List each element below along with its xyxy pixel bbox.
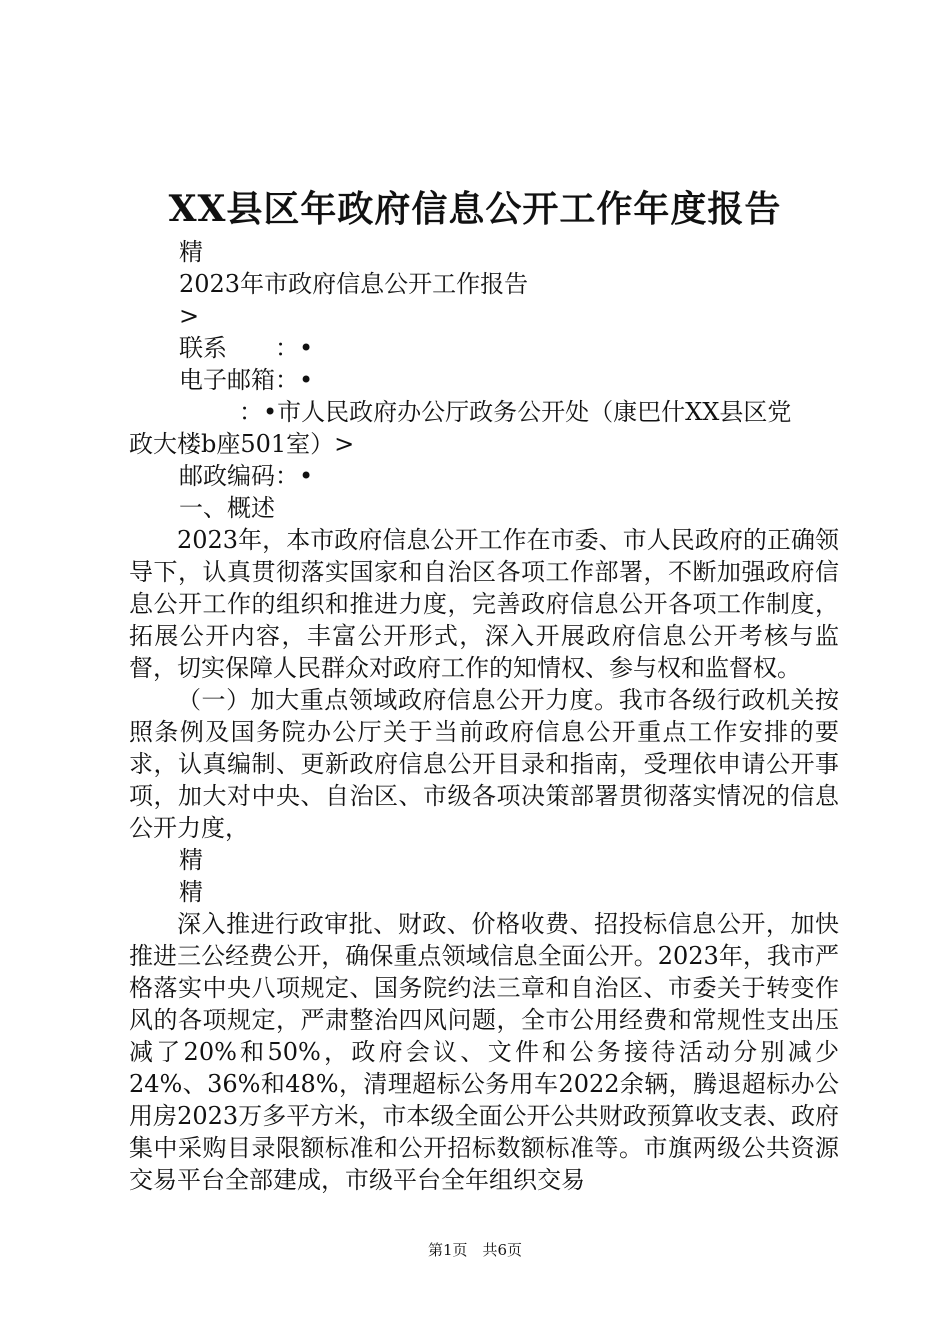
- address-line-2: 政大楼b座501室）>: [129, 430, 355, 458]
- email-line: 电子邮箱：•: [179, 366, 314, 394]
- report-subtitle: 2023年市政府信息公开工作报告: [179, 270, 529, 298]
- arrow-mark: >: [179, 302, 200, 330]
- paragraph-key-areas: （一）加大重点领域政府信息公开力度。我市各级行政机关按照条例及国务院办公厅关于当前政府信息公开重点工作安排的要求，认真编制、更新政府信息公开目录和指南，受理依申请公开事项，加大对中央、自治区、市级各项决策部署贯彻落实情况的信息公开力度，: [129, 686, 839, 842]
- paragraph-overview: 2023年，本市政府信息公开工作在市委、市人民政府的正确领导下，认真贯彻落实国家和自治区各项工作部署，不断加强政府信息公开工作的组织和推进力度，完善政府信息公开各项工作制度，拓展公开内容，丰富公开形式，深入开展政府信息公开考核与监督，切实保障人民群众对政府工作的知情权、参与权和监督权。: [129, 526, 839, 682]
- mark-jing-2: 精: [179, 846, 203, 874]
- address-line-1: ：•市人民政府办公厅政务公开处（康巴什XX县区党: [239, 398, 792, 426]
- mark-jing-3: 精: [179, 878, 203, 906]
- paragraph-approval: 深入推进行政审批、财政、价格收费、招投标信息公开，加快推进三公经费公开，确保重点领域信息全面公开。2023年，我市严格落实中央八项规定、国务院约法三章和自治区、市委关于转变作风的各项规定，严肃整治四风问题，全市公用经费和常规性支出压减了20%和50%，政府会议、文件和公务接待活动分别减少24%、36%和48%，清理超标公务用车2022余辆，腾退超标办公用房2023万多平方米，市本级全面公开公共财政预算收支表、政府集中采购目录限额标准和公开招标数额标准等。市旗两级公共资源交易平台全部建成，市级平台全年组织交易: [129, 910, 839, 1194]
- page-footer: 第1页 共6页: [427, 1241, 523, 1259]
- document-title: XX县区年政府信息公开工作年度报告: [168, 188, 782, 230]
- postcode-line: 邮政编码：•: [179, 462, 314, 490]
- contact-line: 联系 ：•: [179, 334, 314, 362]
- header-mark-jing: 精: [179, 238, 203, 266]
- document-body: [129, 236, 839, 1196]
- section-heading-overview: 一、概述: [179, 494, 275, 522]
